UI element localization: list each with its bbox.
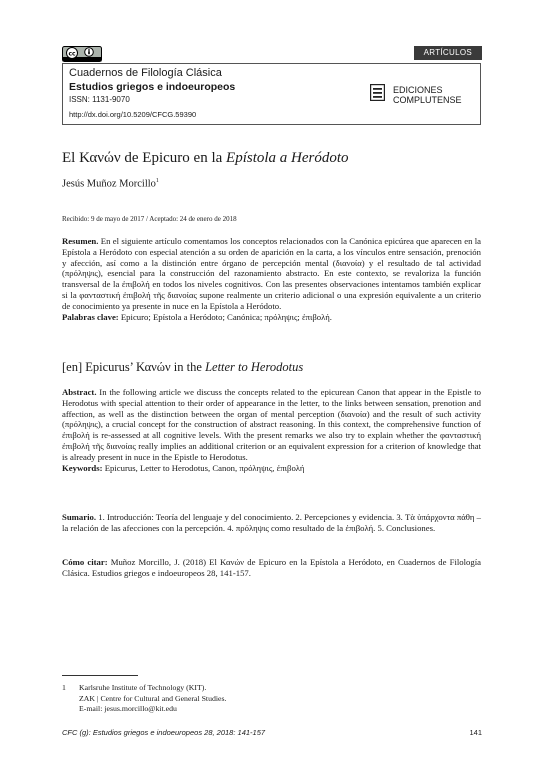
abstract-text: In the following article we discuss the concepts related to the epicurean Canon that appear in the Epistle to Herodotus with special attention to their order of appearance in the letter, to the links between sensation, prenotion and affection, as well as the distinction between the organ of mental perception (διανοία) and the result of such activity (πρόληψις), a crucial concept for the construction of abstract reasoning. In this context, the comprehensive function of ἐπιβολή is re-assessed at all cognitive levels. With the present remarks we also try to explain whether the φανταστική ἐπιβολή τῆς διανοίας really implies an additional criterion or an equivalent expression for a criterion of knowledge that is already present in nuce in the Epistle to Herodotus. — [62, 387, 482, 462]
footer-citation: CFC (g): Estudios griegos e indoeuropeos 28, 2018: 141-157 — [62, 728, 266, 737]
journal-header — [62, 63, 481, 125]
author-note-ref[interactable]: 1 — [155, 178, 159, 184]
abstract — [62, 387, 481, 473]
english-title-italic: Letter to Herodotus — [205, 360, 304, 374]
journal-subtitle: Estudios griegos e indoeuropeos — [69, 81, 236, 93]
doi-link[interactable]: http://dx.doi.org/10.5209/CFCG.59390 — [69, 110, 197, 119]
resumen-text: En el siguiente artículo comentamos los conceptos relacionados con la Canónica epicúrea que aparecen en la Epístola a Heródoto con especial atención a su orden de aparición en la carta, a los vínculos entre sensación, prenoción y afección, así como a la distinción entre órgano de percepción mental (διανοία) y el resultado de tal actividad (πρόληψις), esencial para la construcción del razonamiento abstracto. En este contexto, se revaloriza la función transversal de la ἐπιβολή en todos los niveles cognitivos. Con las presentes observaciones intentamos también explicar si la φανταστική ἐπιβολή τῆς διανοίας supone realmente un criterio adicional o una expresión equivalente a un criterio de conocimiento ya presente in nuce en la Epístola a Heródoto. — [62, 236, 481, 311]
issn: ISSN: 1131-9070 — [69, 95, 130, 104]
author — [62, 178, 159, 190]
cite-text: Muñoz Morcillo, J. (2018) El Κανών de Epicuro en la Epístola a Heródoto, en Cuadernos de Filología Clásica. Estudios griegos e indoeuropeos 28, 141-157. — [62, 557, 481, 578]
svg-text:cc: cc — [68, 50, 76, 58]
english-title-text: [en] Epicurus’ Κανών in the — [62, 360, 206, 374]
keywords-text: Epicurus, Letter to Herodotus, Canon, πρόληψις, ἐπιβολή — [104, 462, 305, 473]
cite-label: Cómo citar: — [62, 557, 108, 567]
publisher-name-line1: EDICIONES — [393, 85, 443, 95]
footnote-line1: Karlsruhe Institute of Technology (KIT). — [79, 683, 207, 692]
publisher-logo-icon — [370, 84, 385, 101]
palabras-label: Palabras clave: — [62, 311, 119, 322]
resumen-label: Resumen. — [62, 236, 99, 246]
section-tag: ARTÍCULOS — [414, 46, 482, 60]
title-italic: Epístola a Heródoto — [226, 150, 349, 166]
article-title — [62, 150, 349, 167]
resumen — [62, 236, 481, 322]
received-dates: Recibido: 9 de mayo de 2017 / Aceptado: 24 de enero de 2018 — [62, 215, 237, 223]
footnote-line2: ZAK | Centre for Cultural and General Studies. — [79, 693, 227, 703]
page-number: 141 — [469, 728, 482, 737]
how-to-cite — [62, 557, 481, 579]
keywords-label: Keywords: — [62, 462, 103, 473]
footnote-divider — [62, 675, 138, 676]
sumario-text: 1. Introducción: Teoría del lenguaje y del conocimiento. 2. Percepciones y evidencia. 3. Τὰ ὑπάρχοντα πάθη – la relación de las afecciones con la percepción. 4. πρόληψις como resultado de la ἐπιβολή. 5. Conclusiones. — [62, 512, 482, 533]
palabras-text: Epicuro; Epístola a Heródoto; Canónica; πρόληψις; ἐπιβολή. — [120, 311, 332, 322]
sumario-label: Sumario. — [62, 512, 97, 522]
author-name: Jesús Muñoz Morcillo — [62, 178, 156, 190]
footnote-email[interactable]: E-mail: jesus.morcillo@kit.edu — [79, 704, 177, 713]
title-text: El Κανών de Epicuro en la — [62, 150, 227, 166]
creative-commons-by-icon — [62, 46, 102, 62]
publisher-name-line2: COMPLUTENSE — [393, 95, 462, 105]
sumario — [62, 512, 481, 534]
abstract-label: Abstract. — [62, 387, 97, 397]
journal-name: Cuadernos de Filología Clásica — [69, 67, 222, 79]
footnote-number: 1 — [62, 683, 66, 692]
english-title — [62, 360, 303, 375]
